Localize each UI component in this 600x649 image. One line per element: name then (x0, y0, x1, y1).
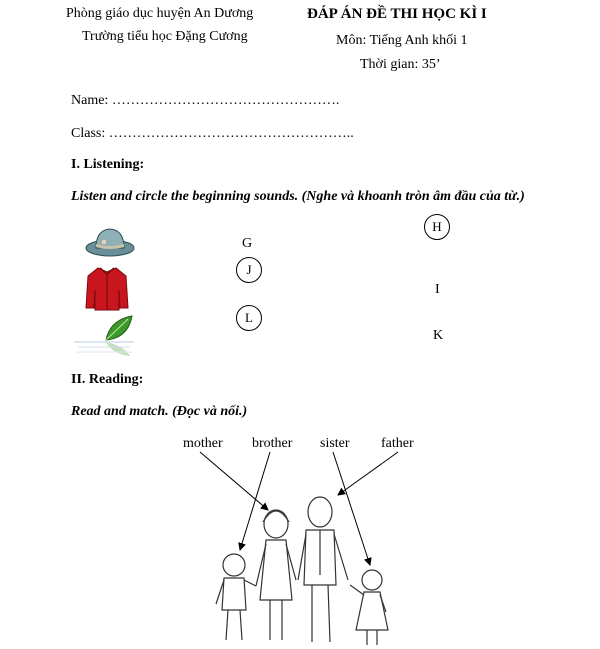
word-sister: sister (320, 436, 350, 451)
class-field: Class: …………………………………………….. (71, 126, 354, 141)
exam-title: ĐÁP ÁN ĐỀ THI HỌC KÌ I (307, 6, 487, 22)
sister-figure (350, 570, 388, 645)
listening-heading: I. Listening: (71, 157, 145, 172)
name-field: Name: …………………………………………. (71, 93, 340, 108)
brother-figure (216, 554, 256, 640)
school-name: Trường tiểu học Đặng Cương (82, 29, 248, 44)
letter-g: G (242, 236, 253, 251)
letter-i: I (435, 282, 440, 297)
word-brother: brother (252, 436, 293, 451)
father-figure (298, 497, 348, 642)
letter-l-circled: L (236, 305, 262, 331)
reading-instruction: Read and match. (Đọc và nối.) (71, 404, 248, 419)
letter-j-circled: J (236, 257, 262, 283)
department-name: Phòng giáo dục huyện An Dương (66, 6, 254, 21)
arrow-brother (240, 452, 270, 550)
word-father: father (381, 436, 414, 451)
word-mother: mother (183, 436, 223, 451)
letter-k: K (433, 328, 444, 343)
reading-heading: II. Reading: (71, 372, 144, 387)
listening-instruction: Listen and circle the beginning sounds. (Nghe và khoanh tròn âm đầu của từ.) (71, 189, 525, 204)
time-line: Thời gian: 35’ (360, 57, 441, 72)
arrow-mother (200, 452, 268, 510)
arrow-father (338, 452, 398, 495)
subject-line: Môn: Tiếng Anh khối 1 (336, 33, 468, 48)
mother-figure (256, 510, 296, 640)
letter-h-circled: H (424, 214, 450, 240)
